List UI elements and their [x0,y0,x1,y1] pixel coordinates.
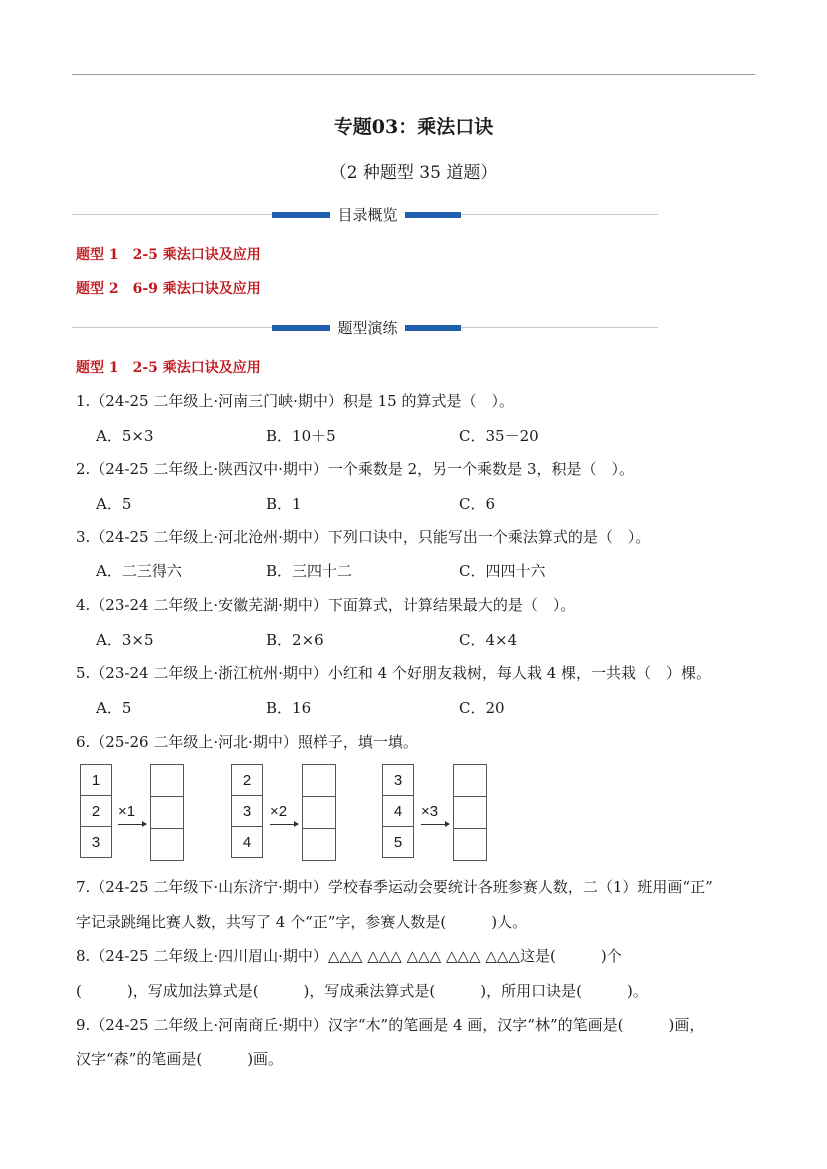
figure-group-1-numbers [80,764,112,858]
question-8-line-2: ( )，写成加法算式是( )，写成乘法算式是( )，所用口诀是( )。 [76,982,648,1000]
q1-option-c: C．35－20 [459,427,539,445]
q5-option-a: A．5 [96,699,132,717]
page-subtitle: （2 种题型 35 道题） [329,163,498,183]
answer-box[interactable] [303,765,336,797]
figure-number: 4 [383,796,414,827]
answer-box[interactable] [151,797,184,829]
figure-number: 3 [81,827,112,858]
toc-divider [72,205,658,225]
figure-number: 3 [232,796,263,827]
figure-group-2-operator: ×2 [270,803,288,820]
figure-number: 5 [383,827,414,858]
answer-box[interactable] [454,797,487,829]
page-title: 专题03：乘法口诀 [333,116,494,138]
figure-group-2-answer-boxes [302,764,336,861]
answer-box[interactable] [151,765,184,797]
header-rule [72,74,755,75]
question-2: 2.（24-25 二年级上·陕西汉中·期中）一个乘数是 2，另一个乘数是 3，积是（ ）。 [76,460,634,478]
question-7-line-1: 7.（24-25 二年级下·山东济宁·期中）学校春季运动会要统计各班参赛人数，二（1）班用画“正” [76,878,713,896]
q3-option-c: C．四四十六 [459,562,546,580]
figure-number: 2 [81,796,112,827]
q3-option-b: B．三四十二 [266,562,353,580]
question-9-line-1: 9.（24-25 二年级上·河南商丘·期中）汉字“木”的笔画是 4 画，汉字“林”的笔画是( )画， [76,1016,705,1034]
toc-item-1[interactable]: 题型 1 2-5 乘法口诀及应用 [76,247,261,263]
question-9-line-2: 汉字“森”的笔画是( )画。 [76,1050,284,1068]
q4-option-b: B．2×6 [266,631,324,649]
answer-box[interactable] [303,797,336,829]
q3-option-a: A．二三得六 [96,562,182,580]
figure-group-2-numbers [231,764,263,858]
figure-group-1-answer-boxes [150,764,184,861]
question-7-line-2: 字记录跳绳比赛人数，共写了 4 个“正”字，参赛人数是( )人。 [76,913,528,931]
figure-number: 4 [232,827,263,858]
q1-option-a: A．5×3 [96,427,154,445]
q5-option-b: B．16 [266,699,312,717]
q4-option-c: C．4×4 [459,631,518,649]
practice-label: 题型演练 [330,317,405,338]
toc-item-2[interactable]: 题型 2 6-9 乘法口诀及应用 [76,281,261,297]
toc-label: 目录概览 [330,204,405,225]
answer-box[interactable] [454,829,487,861]
practice-divider [72,318,658,338]
q2-option-a: A．5 [96,495,132,513]
q5-option-c: C．20 [459,699,505,717]
figure-number: 1 [81,765,112,796]
question-6: 6.（25-26 二年级上·河北·期中）照样子，填一填。 [76,733,418,751]
figure-number: 2 [232,765,263,796]
figure-number: 3 [383,765,414,796]
section-title: 题型 1 2-5 乘法口诀及应用 [76,360,261,376]
answer-box[interactable] [303,829,336,861]
arrow-right-icon [270,824,298,825]
arrow-right-icon [118,824,146,825]
question-3: 3.（24-25 二年级上·河北沧州·期中）下列口诀中，只能写出一个乘法算式的是（ ）。 [76,528,651,546]
question-5: 5.（23-24 二年级上·浙江杭州·期中）小红和 4 个好朋友栽树，每人栽 4 棵，一共栽（ ）棵。 [76,664,712,682]
figure-group-3-numbers [382,764,414,858]
answer-box[interactable] [151,829,184,861]
q2-option-b: B．1 [266,495,302,513]
figure-group-1-operator: ×1 [118,803,136,820]
figure-group-3-operator: ×3 [421,803,439,820]
question-1: 1.（24-25 二年级上·河南三门峡·期中）积是 15 的算式是（ ）。 [76,392,514,410]
answer-box[interactable] [454,765,487,797]
q2-option-c: C．6 [459,495,496,513]
q4-option-a: A．3×5 [96,631,154,649]
figure-group-3-answer-boxes [453,764,487,861]
question-4: 4.（23-24 二年级上·安徽芜湖·期中）下面算式，计算结果最大的是（ ）。 [76,596,576,614]
question-8-line-1: 8.（24-25 二年级上·四川眉山·期中）△△△ △△△ △△△ △△△ △△△这是( )个 [76,947,622,965]
arrow-right-icon [421,824,449,825]
q1-option-b: B．10＋5 [266,427,336,445]
